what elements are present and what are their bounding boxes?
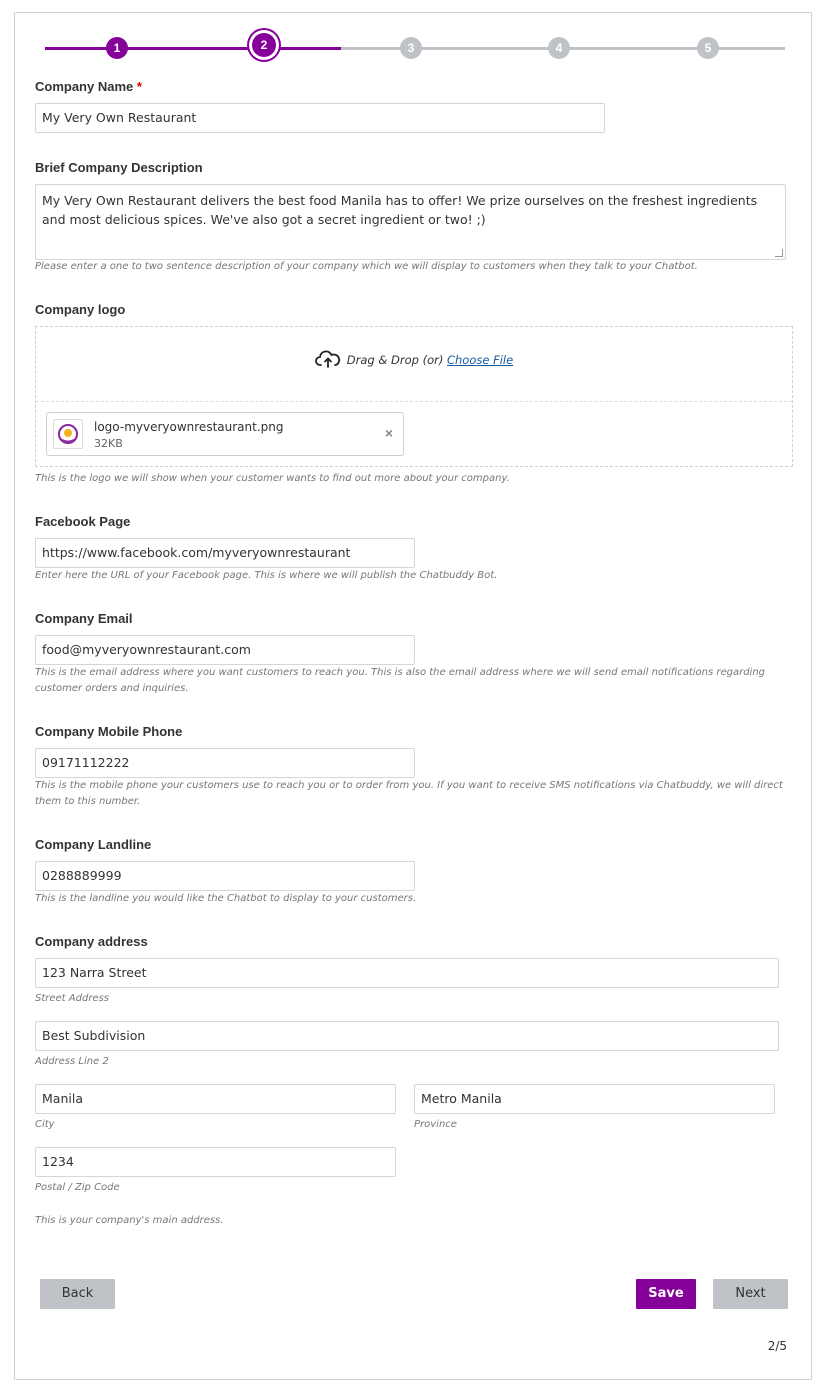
company-name-input[interactable]: My Very Own Restaurant	[35, 103, 605, 133]
step-1[interactable]: 1	[106, 37, 128, 59]
address-line2-label: Address Line 2	[35, 1056, 109, 1067]
facebook-help: Enter here the URL of your Facebook page. This is where we will publish the Chatbuddy Bot.	[35, 570, 498, 581]
address-label: Company address	[35, 934, 148, 949]
cloud-upload-icon	[315, 350, 341, 368]
landline-input[interactable]: 0288889999	[35, 861, 415, 891]
step-4[interactable]: 4	[548, 37, 570, 59]
description-help: Please enter a one to two sentence description of your company which we will display to customers when they talk to your Chatbot.	[35, 261, 698, 272]
next-button[interactable]: Next	[713, 1279, 788, 1309]
mobile-input[interactable]: 09171112222	[35, 748, 415, 778]
form-card	[14, 12, 812, 1380]
step-2[interactable]: 2	[252, 33, 276, 57]
email-input[interactable]: food@myveryownrestaurant.com	[35, 635, 415, 665]
address-help: This is your company's main address.	[35, 1215, 224, 1226]
resize-handle-icon[interactable]	[775, 249, 783, 257]
progress-fill	[45, 47, 341, 50]
street-address-label: Street Address	[35, 993, 110, 1004]
city-input[interactable]: Manila	[35, 1084, 396, 1114]
email-label: Company Email	[35, 611, 133, 626]
email-help: This is the email address where you want customers to reach you. This is also the email address where we will send email notifications regarding customer orders and inquiries.	[35, 667, 766, 694]
file-size: 32KB	[94, 437, 123, 450]
province-input[interactable]: Metro Manila	[414, 1084, 775, 1114]
landline-label: Company Landline	[35, 837, 152, 852]
file-name: logo-myveryownrestaurant.png	[94, 420, 284, 434]
logo-label: Company logo	[35, 302, 126, 317]
page-indicator: 2/5	[767, 1339, 787, 1353]
mobile-help: This is the mobile phone your customers use to reach you or to order from you. If you want to receive SMS notifications via Chatbuddy, we will direct them to this number.	[35, 780, 783, 807]
step-progress-bar	[45, 31, 785, 65]
logo-thumbnail	[53, 419, 83, 449]
company-name-label	[35, 79, 142, 94]
uploaded-file	[46, 412, 404, 456]
postal-code-label: Postal / Zip Code	[35, 1182, 120, 1193]
landline-help: This is the landline you would like the Chatbot to display to your customers.	[35, 893, 417, 904]
city-label: City	[35, 1119, 55, 1130]
dropzone-text: Drag & Drop (or)	[346, 353, 444, 367]
mobile-label: Company Mobile Phone	[35, 724, 183, 739]
street-address-input[interactable]: 123 Narra Street	[35, 958, 779, 988]
company-name-label-text: Company Name	[35, 79, 134, 94]
choose-file-link[interactable]: Choose File	[446, 353, 514, 367]
restaurant-logo-image	[54, 420, 82, 448]
facebook-label: Facebook Page	[35, 514, 131, 529]
logo-help: This is the logo we will show when your customer wants to find out more about your company.	[35, 473, 510, 484]
description-textarea[interactable]	[35, 184, 786, 260]
dropzone-divider	[36, 401, 792, 402]
postal-code-input[interactable]: 1234	[35, 1147, 396, 1177]
logo-dropzone[interactable]	[35, 326, 793, 467]
required-mark: *	[136, 79, 142, 94]
address-line2-input[interactable]: Best Subdivision	[35, 1021, 779, 1051]
save-button[interactable]: Save	[636, 1279, 696, 1309]
remove-file-icon[interactable]: ×	[384, 425, 393, 441]
step-5[interactable]: 5	[697, 37, 719, 59]
description-text: My Very Own Restaurant delivers the best food Manila has to offer! We prize ourselves on the freshest ingredients and most delicious spices. We've also got a secret ingredient or two! ;)	[42, 193, 758, 227]
back-button[interactable]: Back	[40, 1279, 115, 1309]
facebook-input[interactable]: https://www.facebook.com/myveryownrestaurant	[35, 538, 415, 568]
province-label: Province	[414, 1119, 457, 1130]
dropzone-prompt	[36, 350, 792, 368]
step-3[interactable]: 3	[400, 37, 422, 59]
description-label: Brief Company Description	[35, 160, 203, 175]
